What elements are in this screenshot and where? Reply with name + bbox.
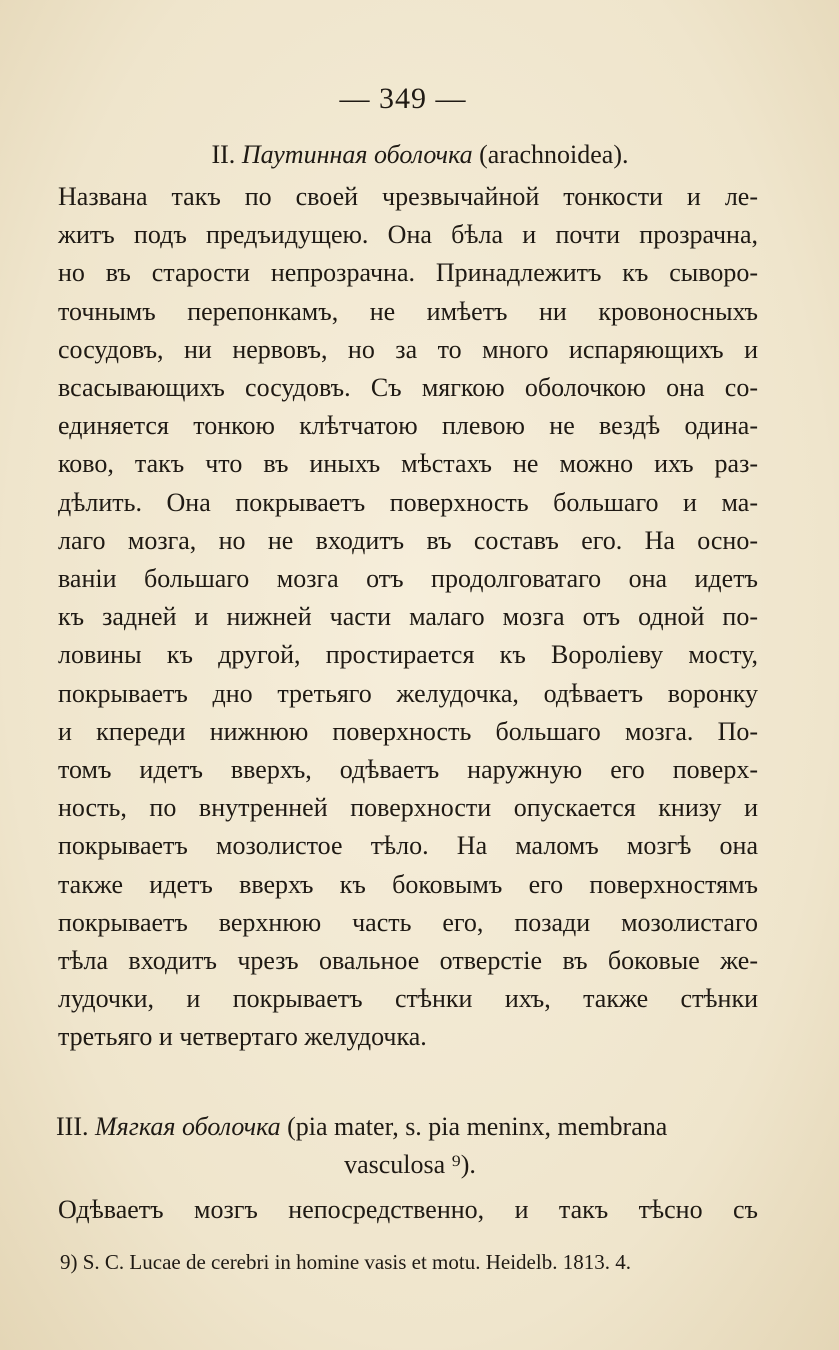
text-line: ваніи большаго мозга отъ продолговатаго она идетъ: [58, 564, 758, 594]
section-latin-name-cont: vasculosa ⁹).: [344, 1150, 476, 1179]
text-line: ность, по внутренней поверхности опускается книзу и: [58, 793, 758, 823]
section-latin-name: (arachnoidea).: [479, 140, 629, 169]
text-line: также идетъ вверхъ къ боковымъ его поверхностямъ: [58, 869, 758, 899]
text-line: третьяго и четвертаго желудочка.: [58, 1022, 427, 1052]
text-line: къ задней и нижней части малаго мозга отъ одной по-: [58, 602, 758, 632]
text-line: покрываетъ верхнюю часть его, позади мозолистаго: [58, 907, 758, 937]
text-line: лаго мозга, но не входитъ въ составъ его. На осно-: [58, 525, 758, 555]
text-line: тѣла входитъ чрезъ овальное отверстіе въ боковые же-: [58, 946, 758, 976]
section-title: Мягкая оболочка: [94, 1112, 281, 1141]
paragraph-arachnoid: [58, 178, 758, 1057]
paragraph-pia-mater: Одѣваетъ мозгъ непосредственно, и такъ тѣсно съ: [58, 1195, 758, 1224]
text-line: дѣлить. Она покрываетъ поверхность большаго и ма-: [58, 487, 758, 517]
text-line: единяется тонкою клѣтчатою плевою не вездѣ одина-: [58, 411, 758, 441]
text-line: Названа такъ по своей чрезвычайной тонкости и ле-: [58, 182, 758, 211]
text-line: но въ старости непрозрачна. Принадлежитъ къ сыворо-: [58, 258, 758, 288]
text-line: покрываетъ мозолистое тѣло. На маломъ мозгѣ она: [58, 831, 758, 861]
text-line: точнымъ перепонкамъ, не имѣетъ ни кровоносныхъ: [58, 296, 758, 326]
text-line: житъ подъ предъидущею. Она бѣла и почти прозрачна,: [58, 220, 758, 250]
text-line: покрываетъ дно третьяго желудочка, одѣваетъ воронку: [58, 678, 758, 708]
section-numeral: III.: [56, 1112, 89, 1141]
section-heading-pia-mater: [56, 1108, 764, 1184]
section-title: Паутинная оболочка: [241, 140, 473, 169]
footnote: [60, 1250, 760, 1275]
text-line: томъ идетъ вверхъ, одѣваетъ наружную его поверх-: [58, 755, 758, 785]
footnote-text: S. C. Lucae de cerebri in homine vasis et motu. Heidelb. 1813. 4.: [82, 1250, 631, 1274]
section-numeral: II.: [211, 140, 236, 169]
footnote-marker: 9): [60, 1250, 78, 1274]
section-latin-name: (pia mater, s. pia meninx, membrana: [287, 1112, 668, 1141]
section-heading-arachnoid: [100, 140, 740, 170]
text-line: ково, такъ что въ иныхъ мѣстахъ не можно ихъ раз-: [58, 449, 758, 479]
text-line: ловины къ другой, простирается къ Вороліеву мосту,: [58, 640, 758, 670]
text-line: и кпереди нижнюю поверхность большаго мозга. По-: [58, 716, 758, 746]
text-line: всасывающихъ сосудовъ. Съ мягкою оболочкою она со-: [58, 373, 758, 403]
text-line: сосудовъ, ни нервовъ, но за то много испаряющихъ и: [58, 334, 758, 364]
page-number: — 349 —: [339, 82, 467, 115]
text-line: лудочки, и покрываетъ стѣнки ихъ, также стѣнки: [58, 984, 758, 1014]
